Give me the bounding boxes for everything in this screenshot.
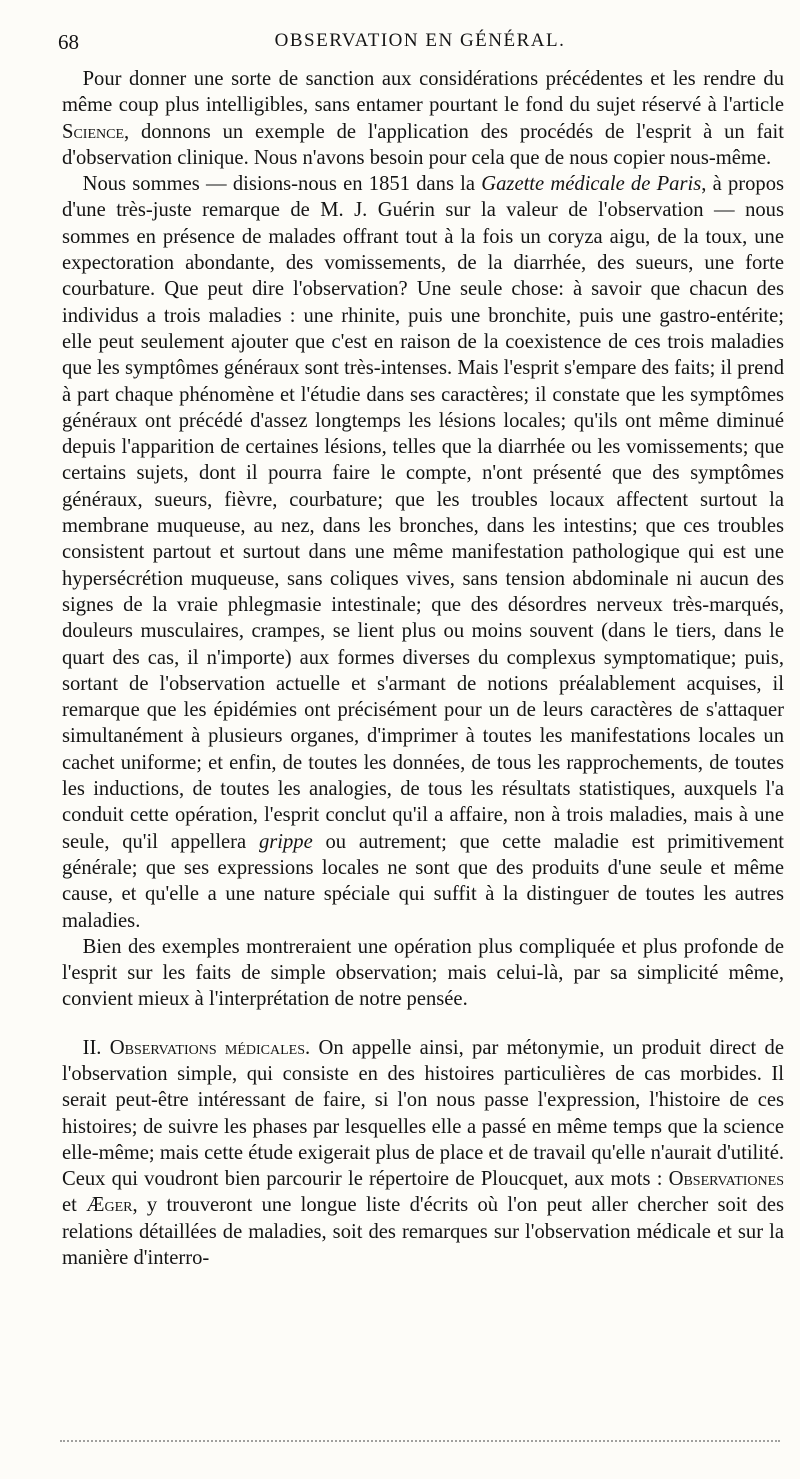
section-2 [62, 1035, 784, 1272]
paragraph-2 [62, 171, 784, 934]
section-2-text-1: On appelle ainsi, par métonymie, un produit direct de l'observation simple, qui consiste en des histoires particulières de cas morbides. Il serait peut-être intéressant de faire, si l'on nous passe l'expression, l'histoire de ces histoires; de suivre les phases par lesquelles elle a passé en même temps que la science elle-même; mais cette étude exigerait plus de place et de travail qu'elle n'aurait d'utilité. Ceux qui voudront bien parcourir le répertoire de Ploucquet, aux mots : [62, 1036, 784, 1191]
journal-title: Gazette médicale de Paris [481, 173, 702, 196]
paragraph-1 [62, 66, 784, 171]
paragraph-1-text: Pour donner une sorte de sanction aux considérations précédentes et les rendre du même coup plus intelligibles, sans entamer pourtant le fond du sujet réservé à l'article [62, 68, 784, 117]
aeger-ref: Æger [86, 1194, 133, 1217]
section-number: II. [82, 1036, 110, 1059]
observationes-ref: Observationes [668, 1168, 784, 1191]
paragraph-2-after: ou autrement; que cette maladie est primitivement générale; que ses expressions locales ne sont que des produits d'une seule et même cause, et qu'elle a une nature spéciale qui suffit à la distinguer de toutes les autres maladies. [62, 830, 784, 932]
section-2-text-3: , y trouveront une longue liste d'écrits où l'on peut aller chercher soit des relations détaillées de maladies, soit des remarques sur l'observation médicale et sur la manière d'interro- [62, 1194, 785, 1270]
running-title: OBSERVATION EN GÉNÉRAL. [274, 30, 566, 51]
footer-rule [60, 1440, 780, 1442]
section-heading: Observations médicales. [109, 1036, 311, 1059]
paragraph-2-middle: , à propos d'une très-juste remarque de M. J. Guérin sur la valeur de l'observation — nous sommes en présence de malades offrant tout à la fois un coryza aigu, de la toux, une expectoration abondante, des vomissements, de la diarrhée, des sueurs, une forte courbature. Que peut dire l'observation? Une seule chose: à savoir que chacun des individus a trois maladies : une rhinite, puis une bronchite, puis une gastro-entérite; elle peut seulement ajouter que c'est en raison de la coexistence de ces trois maladies que les symptômes généraux sont très-intenses. Mais l'esprit s'empare des faits; il prend à part chaque phénomène et l'étudie dans ses caractères; il constate que les symptômes généraux ont précédé d'assez longtemps les lésions locales; qu'ils ont même diminué depuis l'apparition de certaines lésions, telles que la diarrhée ou les vomissements; que certains sujets, dont il pourra faire le compte, n'ont présenté que des symptômes généraux, sueurs, fièvre, courbature; que les troubles locaux affectent surtout la membrane muqueuse, au nez, dans les bronches, dans les intestins; que ces troubles consistent partout et surtout dans une même manifestation pathologique qui est une hypersécrétion muqueuse, sans coliques vives, sans tension abdominale ni aucun des signes de la vraie phlegmasie intestinale; que des désordres nerveux très-marqués, douleurs musculaires, crampes, se lient plus ou moins souvent (dans le tiers, dans le quart des cas, il n'importe) aux formes diverses du complexus symptomatique; puis, sortant de l'observation actuelle et s'armant de notions préalablement acquises, il remarque que les épidémies ont précisément pour un de leurs caractères de s'attaquer simultanément à plusieurs organes, d'imprimer à toutes les manifestations locales un cachet uniforme; et enfin, de toutes les données, de tous les rapprochements, de toutes les inductions, de toutes les analogies, de tous les résultats statistiques, auxquels l'a conduit cette opération, l'esprit conclut qu'il a affaire, non à trois maladies, mais à une seule, qu'il appellera [62, 173, 784, 853]
section-2-text-2: et [62, 1194, 87, 1217]
paragraph-3: Bien des exemples montreraient une opération plus compliquée et plus profonde de l'esprit sur les faits de simple observation; mais celui-là, par sa simplicité même, convient mieux à l'interprétation de notre pensée. [62, 935, 784, 1011]
page-header [60, 30, 780, 60]
science-ref: Science [62, 120, 125, 143]
grippe-term: grippe [258, 830, 313, 853]
page-number: 68 [58, 30, 79, 54]
body-text [62, 66, 784, 1271]
paragraph-2-before: Nous sommes — disions-nous en 1851 dans la [82, 173, 482, 196]
paragraph-1-text-after: , donnons un exemple de l'application des procédés de l'esprit à un fait d'observation clinique. Nous n'avons besoin pour cela que de nous copier nous-même. [62, 120, 784, 169]
